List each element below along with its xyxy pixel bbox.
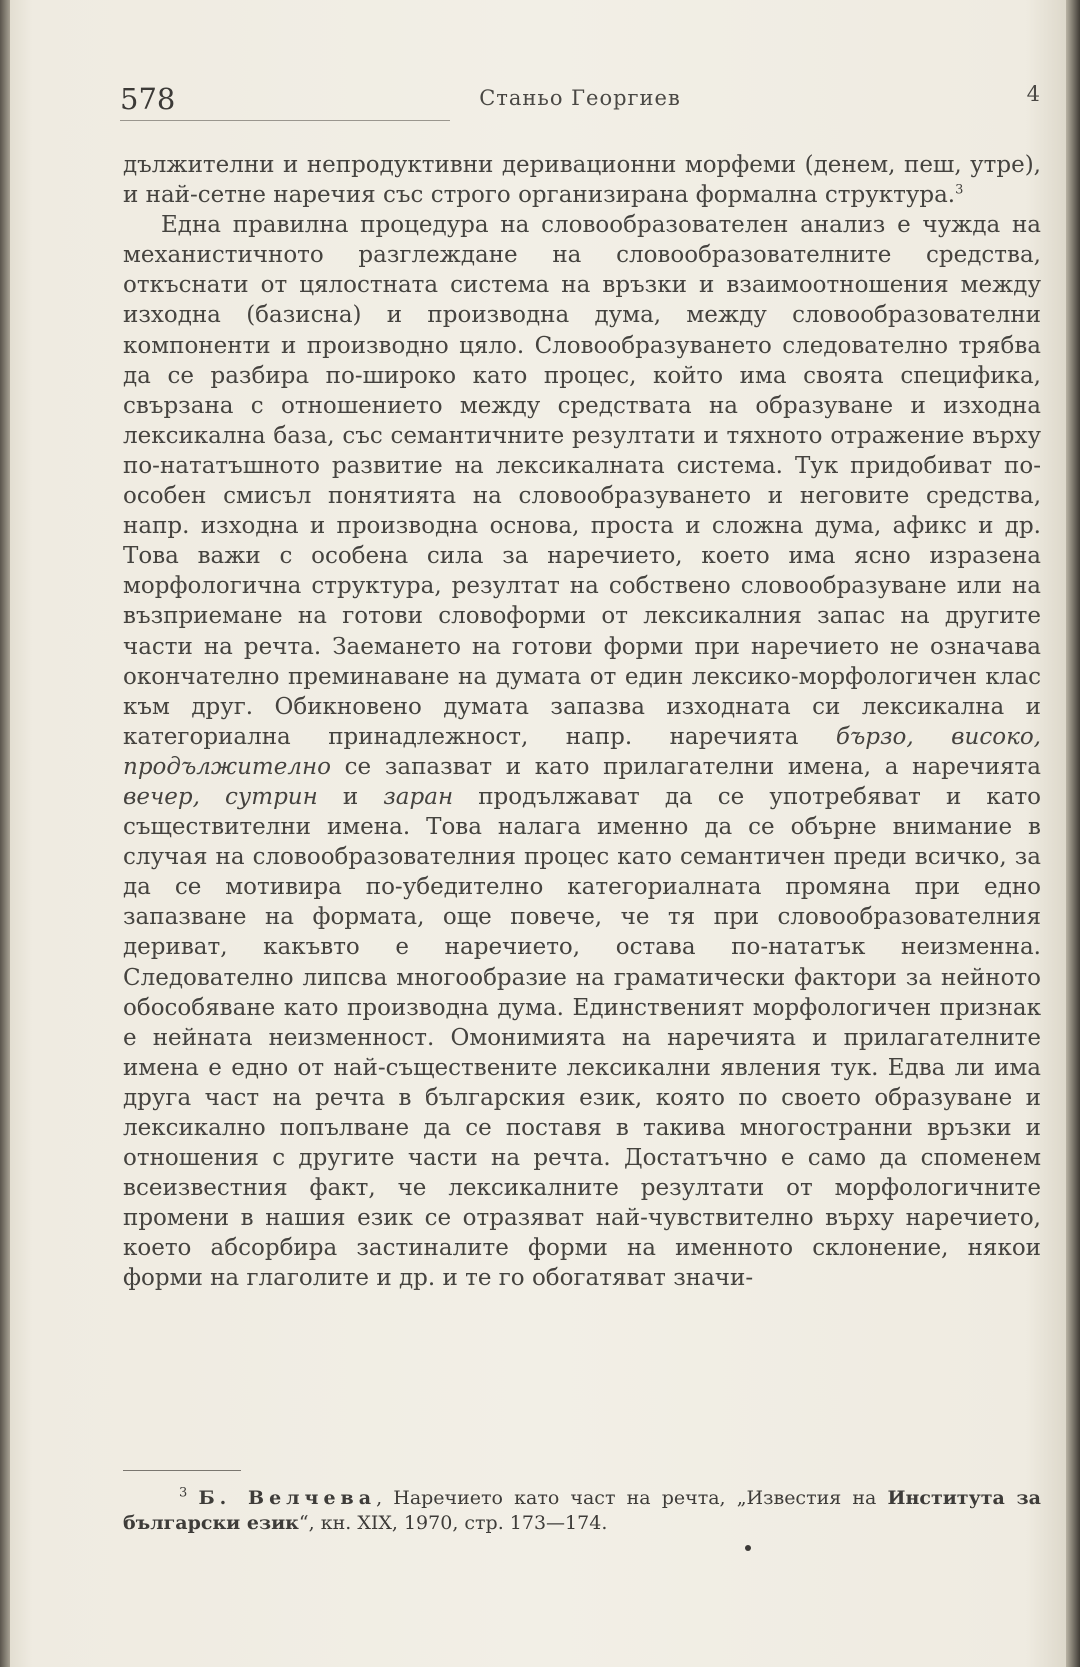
page-number: 578 — [120, 82, 176, 116]
running-head-author: Станьо Георгиев — [479, 86, 681, 110]
paragraph-2: Една правилна процедура на словообразователен анализ е чужда на механистичното разглеждане на словообразователните средства, откъснати от цялостната система на връзки и взаимоотношения между изходна (базисна) и производна дума, между словообразователни компоненти и производно цяло. Словообразуването следователно трябва да се разбира по-широко като процес, който има своята специфика, свързана с отношението между средствата на образуване и изходна лексикална база, със семантичните резултати и тяхното отражение върху по-нататъшното развитие на лексикалната система. Тук придобиват по-особен смисъл понятията на словообразуването и неговите средства, напр. изходна и производна основа, проста и сложна дума, афикс и др. Това важи с особена сила за наречието, което има ясно изразена морфологична структура, резултат на собствено словообразуване или на възприемане на готови словоформи от лексикалния запас на другите части на речта. Заемането на готови форми при наречието не означава окончателно преминаване на думата от един лексико-морфологичен клас към друг. Обикновено думата запазва изходната си лексикална и категориална принадлежност, напр. наречията бързо, високо, продължително се запазват и като прилагателни имена, а наречията вечер, сутрин и заран продължават да се употребяват и като съществителни имена. Това налага именно да се обърне внимание в случая на словообразователния процес като семантичен преди всичко, за да се мотивира по-убедително категориалната промяна при едно запазване на формата, още повече, че тя при словообразователния дериват, какъвто е наречието, остава по-нататък неизменна. Следователно липсва многообразие на граматически фактори за нейното обособяване като производна дума. Единственият морфологичен признак е нейната неизменност. Омонимията на наречията и прилагателните имена е едно от най-съществените лексикални явления тук. Едва ли има друга част на речта в българския език, която по своето образуване и лексикално попълване да се поставя в такива многостранни връзки и отношения с другите части на речта. Достатъчно е само да споменем всеизвестния факт, че лексикалните резултати от морфологичните промени в нашия език се отразяват най-чувствително върху наречието, което абсорбира застиналите форми на именното склонение, някои форми на глаголите и др. и те го обогатяват значи- — [123, 212, 1042, 1292]
footnote-ref: 3 — [955, 182, 964, 198]
print-mark — [745, 1545, 751, 1551]
example-adverbs-2: вечер, сутрин — [123, 783, 318, 810]
example-adverbs-1: бързо, високо, продължително — [123, 723, 1041, 780]
footnote-number: 3 — [179, 1485, 188, 1501]
footnote: $^3$ Б. Велчева, Наречието като част на речта, „Известия на Института за български език“, кн. XIX, 1970, стр. 173—174. — [123, 1485, 1041, 1534]
example-adverb-3: заран — [383, 783, 454, 810]
main-text — [123, 150, 1041, 1294]
header-rule — [120, 120, 450, 121]
footnote-author: Б. Велчева — [198, 1487, 377, 1509]
page-edge-left — [0, 0, 10, 1667]
paragraph-1: дължителни и непродуктивни деривационни морфеми (денем, пеш, утре), и най-сетне наречия със строго организирана формална структура.$^3$ — [123, 152, 1041, 209]
footnote-institute: Института за български език — [123, 1487, 1041, 1534]
page-edge-right — [1066, 0, 1080, 1667]
footnote-rule — [123, 1470, 241, 1471]
header-mark: 4 — [1026, 82, 1040, 106]
page-header — [120, 82, 1040, 122]
